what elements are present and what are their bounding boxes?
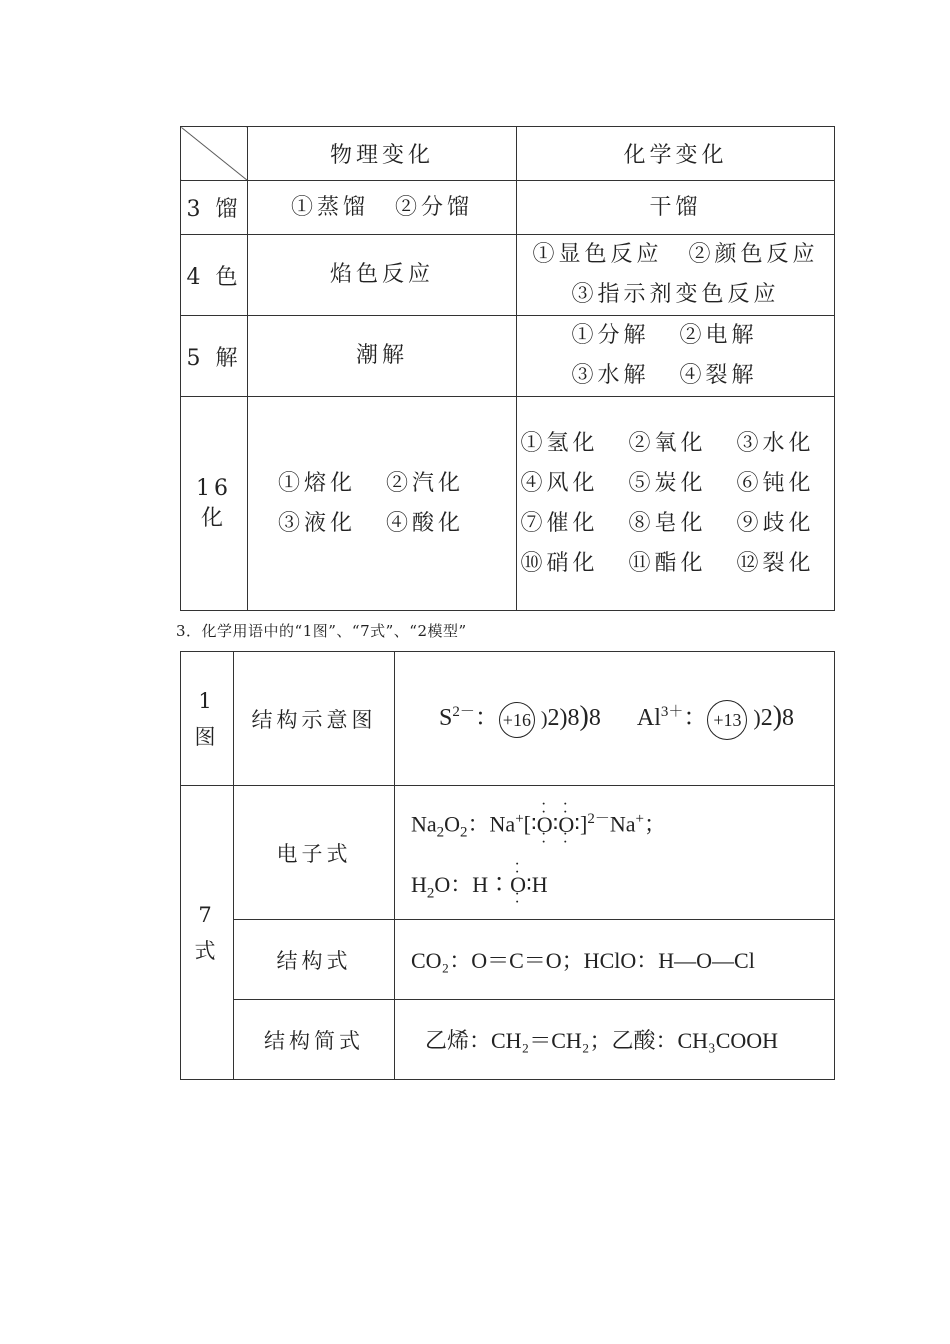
physical-cell: 焰色反应 xyxy=(248,235,517,316)
term-name: 结构简式 xyxy=(234,1000,395,1080)
row-label: 3 馏 xyxy=(181,181,248,235)
row-label: 16 化 xyxy=(181,397,248,611)
electron-formulas: $Na_2O_2$：Na+[∶· · O · ·∶· · O · ·∶]$^{2-}$Na+； $H_2O$：H∶· · O · ·∶H xyxy=(395,786,835,920)
group-label-1: 1 图 xyxy=(181,652,234,786)
term-name: 结构式 xyxy=(234,920,395,1000)
header-diagonal-cell xyxy=(181,127,248,181)
physical-cell: ①熔化 ②汽化 ③液化 ④酸化 xyxy=(248,397,517,611)
row-label: 5 解 xyxy=(181,316,248,397)
header-chemical: 化学变化 xyxy=(517,127,835,181)
chemical-cell: 干馏 xyxy=(517,181,835,235)
chemical-cell: ①分解 ②电解 ③水解 ④裂解 xyxy=(517,316,835,397)
chemical-cell: ①显色反应 ②颜色反应 ③指示剂变色反应 xyxy=(517,235,835,316)
term-name: 电子式 xyxy=(234,786,395,920)
structure-diagrams xyxy=(395,652,835,786)
aluminium-ion-diagram: $Al^{3+}$： +13 )2)8 xyxy=(637,705,794,731)
change-classification-table xyxy=(180,126,835,611)
term-name: 结构示意图 xyxy=(234,652,395,786)
physical-cell: ①蒸馏 ②分馏 xyxy=(248,181,517,235)
simplified-structural-formulas: 乙烯：CH₂＝CH₂；乙酸：CH₃COOH xyxy=(395,1000,835,1080)
group-label-7: 7 式 xyxy=(181,786,234,1080)
chemical-cell: ①氢化 ②氧化 ③水化 ④风化 ⑤炭化 ⑥钝化 ⑦催化 ⑧皂化 ⑨歧化 ⑩硝化 ⑪酯化 ⑫裂化 xyxy=(517,397,835,611)
sulfur-ion-diagram: $S^{2-}$： +16 )2)8)8 xyxy=(439,705,607,731)
section-caption: 3．化学用语中的“1图”、“7式”、“2模型” xyxy=(176,622,467,640)
structural-formulas: CO₂：O＝C＝O；HClO：H—O—Cl xyxy=(395,920,835,1000)
header-physical: 物理变化 xyxy=(248,127,517,181)
chemical-terms-table xyxy=(180,651,835,1080)
physical-cell: 潮解 xyxy=(248,316,517,397)
row-label: 4 色 xyxy=(181,235,248,316)
